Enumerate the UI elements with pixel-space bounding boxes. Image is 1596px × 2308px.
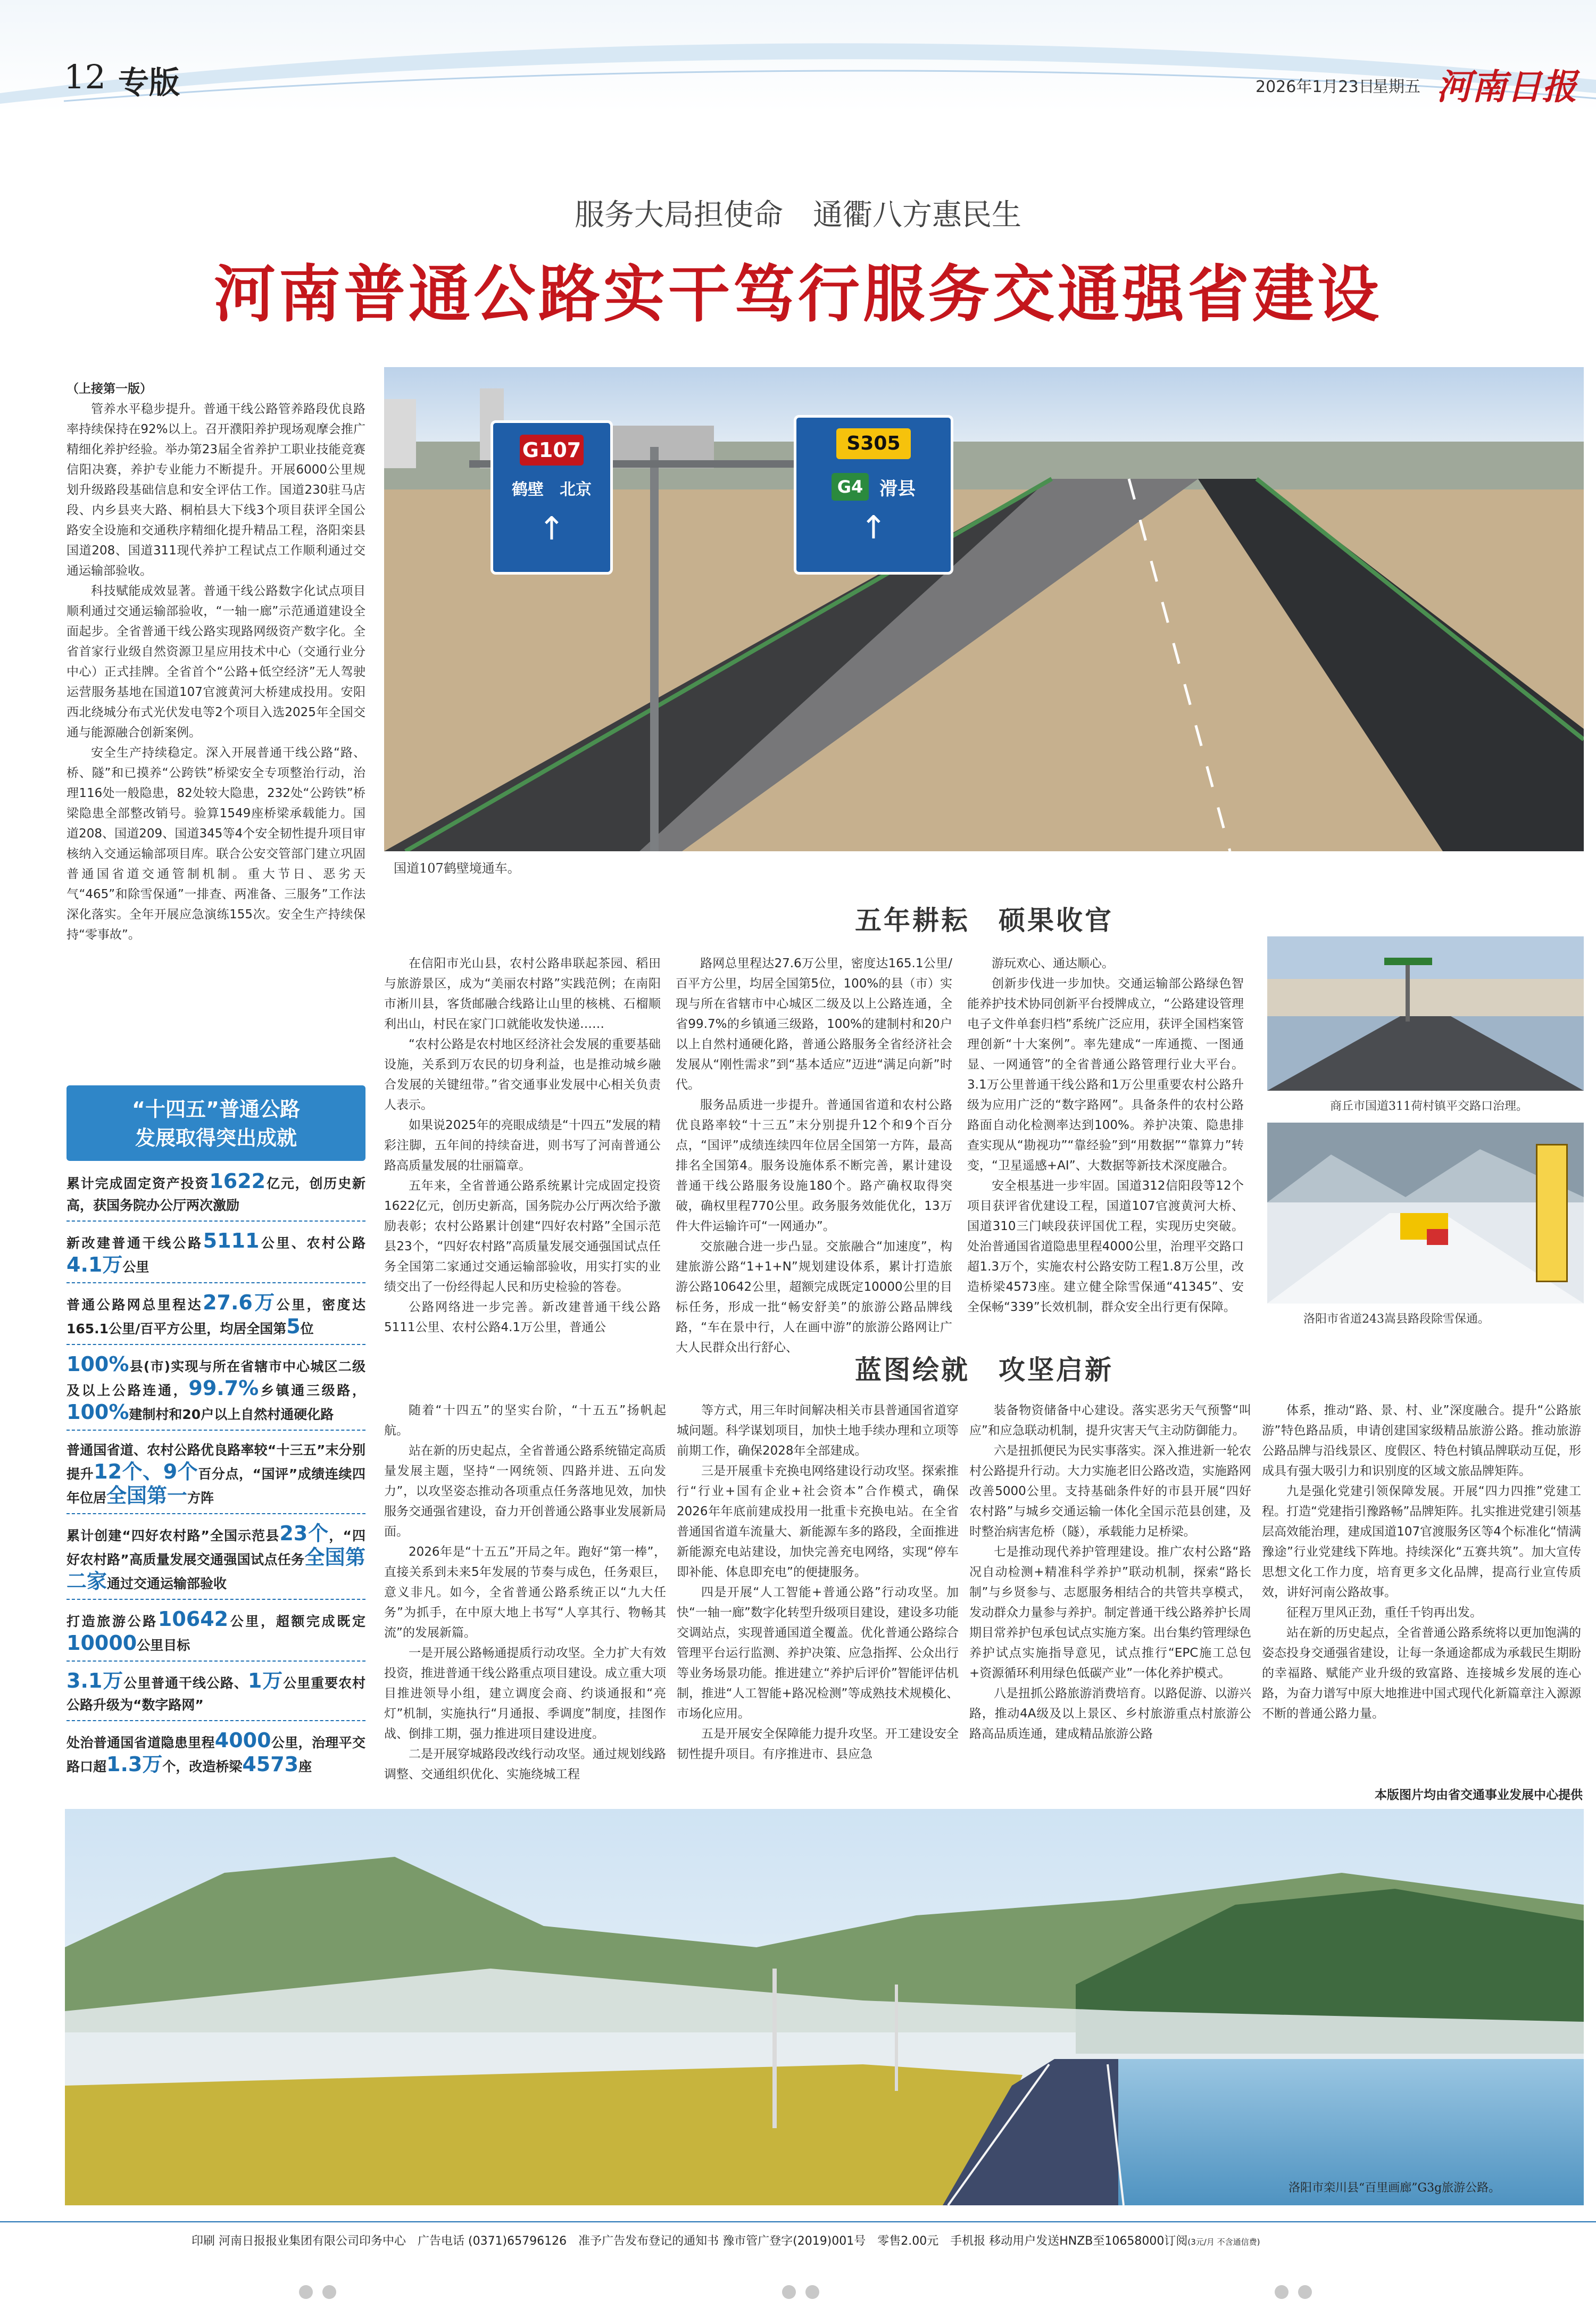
footer-dots	[0, 2285, 1596, 2306]
sidebar-title-line2: 发展取得突出成就	[135, 1126, 297, 1150]
section2-col-2: 等方式，用三年时间解决相关市县普通国省道穿城问题。科学谋划项目，加快土地手续办理和立项等前期工作，确保2028年全部建成。 三是开展重卡充换电网络建设行动攻坚。探索推行“行业+国有企业+社会资本”合作模式，确保2026年年底前建成投用一批重卡充换电站。在全省普通国省道车流量大、新能源车多的路段，全面推进新能源充电站建设，加快完善充电网络，实现“停车即补能、体息即充电”的便捷服务。 四是开展“人工智能+普通公路”行动攻坚。加快“一轴一廊”数字化转型升级项目建设，建设多功能交调站点，实现普通国道全覆盖。优化普通公路综合管理平台运行监测、养护决策、应急指挥、公众出行等业务场景功能。推进建立“养护后评价”智能评估机制，推进“人工智能+路况检测”等成熟技术规模化、市场化应用。 五是开展安全保障能力提升攻坚。开工建设安全韧性提升项目。有序推进市、县应急	[677, 1404, 959, 1761]
section2-col-3: 装备物资储备中心建设。落实恶劣天气预警“叫应”和应急联动机制，提升灾害天气主动防御能力。 六是扭抓便民为民实事落实。深入推进新一轮农村公路提升行动。大力实施老旧公路改造，实施路网改善5000公里。支持基础条件好的市县开展“四好农村路”与城乡交通运输一体化全国示范县创建，及时整治病害危桥（隧），承载能力足桥梁。 七是推动现代养护管理建设。推广农村公路“路况自动检测+精准科学养护”联动机制，探索“路长制”与乡贤参与、志愿服务相结合的共管共享模式，发动群众力量参与养护。制定普通干线公路养护长周期目常养护包承包试点实施方案。出台集约管理绿色养护试点实施指导意见，试点推行“EPC施工总包+资源循环利用绿色低碳产业”一体化养护模式。 八是扭抓公路旅游消费培育。以路促游、以游兴路，推动4A级及以上景区、乡村旅游重点村旅游公路高品质连通，建成精品旅游公路	[969, 1404, 1251, 1741]
footer-note: (3元/月 不含通信费)	[1187, 2237, 1260, 2247]
photo-highway	[384, 367, 1584, 851]
registration-dot	[299, 2285, 313, 2299]
arrow-up-icon: ↑	[538, 510, 566, 547]
section1-col-3: 游玩欢心、通达顺心。 创新步伐进一步加快。交通运输部公路绿色智能养护技术协同创新平台授牌成立，“公路建设管理电子文件单套归档”系统广泛应用，获评全国档案管理创新“十大案例”。率先建成“一库通揽、一图通显、一网通管”的全省普通公路管理行业大平台。3.1万公里普通干线公路和1万公里重要农村公路升级为应用广泛的“数字路网”。具备条件的农村公路路面自动化检测率达到100%。养护决策、隐患排查实现从“勘视功”“靠经验”到“用数据”“靠算力”转变，“卫星遥感+AI”、大数据等新技术深度融合。 安全根基进一步牢固。国道312信阳段等12个项目获评省优建设工程，国道107官渡黄河大桥、国道310三门峡段获评国优工程，实现历史突破。处治普通国省道隐患里程4000公里，治理平交路口超1.3万个，实施农村公路安防工程1.8万公里，改造桥梁4573座。建立健全除雪保通“41345”、安全保畅“339”长效机制，群众安全出行更有保障。	[967, 957, 1244, 1314]
intro-paragraph: 管养水平稳步提升。普通干线公路管养路段优良路率持续保持在92%以上。召开濮阳养护现场观摩会推广精细化养护经验。举办第23届全省养护工职业技能竞赛信阳决赛，养护专业能力不断提升。开展6000公里规划升级路段基础信息和安全评估工作。国道230驻马店段、内乡县夹大路、桐柏县大下线3个项目获评全国公路安全设施和交通秩序精细化提升精品工程，洛阳栾县国道208、国道311现代养护工程试点工作顺利通过交通运输部验收。	[66, 402, 365, 578]
photo-snow-caption: 洛阳市省道243嵩县路段除雪保通。	[1303, 1313, 1490, 1326]
scenic-sign	[1536, 1144, 1568, 1282]
sidebar-item: 打造旅游公路10642公里，超额完成既定10000公里目标	[66, 1608, 365, 1663]
weekday: 星期五	[1373, 78, 1420, 96]
photo-scenic-road	[65, 1809, 1584, 2205]
sign-blue	[794, 415, 953, 575]
sidebar-item: 处治普通国省道隐患里程4000公里，治理平交路口超1.3万个，改造桥梁4573座	[66, 1729, 365, 1776]
sidebar-item: 3.1万公里普通干线公路、1万公里重要农村公路升级为“数字路网”	[66, 1670, 365, 1722]
registration-dot	[1298, 2285, 1312, 2299]
footer-bar	[0, 2221, 1596, 2259]
sidebar-achievements	[66, 1085, 365, 1776]
registration-dot	[782, 2285, 796, 2299]
section1-col-2: 路网总里程达27.6万公里，密度达165.1公里/百平方公里，均居全国第5位，100%的县（市）实现与所在省辖市中心城区二级及以上公路连通，全省99.7%的乡镇通三级路，100%的建制村和20户以上自然村通硬化路，普通公路服务全省经济社会发展从“刚性需求”到“基本适应”迈进“满足向新”时代。 服务品质进一步提升。普通国省道和农村公路优良路率较“十三五”末分别提升12个和9个百分点，“国评”成绩连续四年位居全国第一方阵，最高排名全国第4。服务设施体系不断完善，累计建设普通干线公路服务设施180个。路产确权取得突破，确权里程770公里。政务服务效能优化，13万件大件运输许可“一网通办”。 交旅融合进一步凸显。交旅融合“加速度”，构建旅游公路“1+1+N”规划建设体系，累计打造旅游公路10642公里，超额完成既定10000公里的目标任务，形成一批“畅安舒美”的旅游公路品牌线路，“车在景中行，人在画中游”的旅游公路网让广大人民群众出行舒心、	[676, 957, 952, 1355]
section2-col-1: 随着“十四五”的坚实台阶，“十五五”扬帆起航。 站在新的历史起点，全省普通公路系统锚定高质量发展主题，坚持“一网统领、四路并进、五向发力”，以攻坚姿态推动各项重点任务落地见效，加快服务交通强省建设，奋力开创普通公路事业发展新局面。 2026年是“十五五”开局之年。跑好“第一棒”，直接关系到未来5年发展的节奏与成色，任务艰巨，意义非凡。如今，全省普通公路系统正以“九大任务”为抓手，在中原大地上书写“人享其行、物畅其流”的发展新篇。 一是开展公路畅通提质行动攻坚。全力扩大有效投资，推进普通干线公路重点项目建设。成立重大项目推进领导小组，建立调度会商、约谈通报和“亮灯”机制，实施执行“月通报、季调度”制度，挂图作战、倒排工期，强力推进项目建设进度。 二是开展穿城路段改线行动攻坚。通过规划线路调整、交通组织优化、实施绕城工程	[384, 1404, 666, 1781]
registration-dot	[805, 2285, 819, 2299]
headline-title: 河南普通公路实干笃行服务交通强省建设	[214, 259, 1382, 330]
section2-col-4: 体系，推动“路、景、村、业”深度融合。提升“公路旅游”特色路品质，申请创建国家级精品旅游公路。推动旅游公路品牌与沿线景区、度假区、特色村镇品牌联动互促，形成具有强大吸引力和识别度的区域文旅品牌矩阵。 九是强化党建引领保障发展。开展“四力四推”党建工程。打造“党建指引豫路畅”品牌矩阵。扎实推进党建引领基层高效能治理，建成国道107官渡服务区等4个标准化“情满豫途”行业党建线下阵地。持续深化“五赛共筑”。加大宣传思想文化工作力度，培育更多文化品牌，提高行业宣传质效，讲好河南公路故事。 征程万里风正劲，重任千钧再出发。 站在新的历史起点，全省普通公路系统将以更加饱满的姿态投身交通强省建设，让每一条通途都成为承载民生期盼的幸福路、赋能产业升级的致富路、连接城乡发展的连心路，为奋力谱写中原大地推进中国式现代化新篇章注入源源不断的普通公路力量。	[1262, 1404, 1581, 1721]
sidebar-item: 普通公路网总里程达27.6万公里，密度达165.1公里/百平方公里，均居全国第5位	[66, 1292, 365, 1346]
sign-g107-destination: 鹤壁 北京	[512, 480, 592, 499]
sidebar-item: 累计完成固定资产投资1622亿元，创历史新高，获国务院办公厅两次激励	[66, 1170, 365, 1223]
intro-paragraph: 安全生产持续稳定。深入开展普通干线公路“路、桥、隧”和已摸养“公跨铁”桥梁安全专项整治行动，治理116处一般隐患，82处较大隐患，232处“公跨铁”桥梁隐患全部整改销号。验算1549座桥梁承载能力。国道208、国道209、国道345等4个安全韧性提升项目审核纳入交通运输部项目库。联合公安交管部门建立巩固普通国省道交通管制机制。重大节日、恶劣天气“465”和除雪保通”一排查、两准备、三服务”工作法深化落实。全年开展应急演练155次。安全生产持续保持“零事故”。	[66, 746, 365, 942]
sign-g4-destination: 滑县	[879, 478, 916, 500]
sidebar-item: 100%县(市)实现与所在省辖市中心城区二级及以上公路连通，99.7%乡镇通三级路，100%建制村和20户以上自然村通硬化路	[66, 1354, 365, 1432]
continued-note: （上接第一版）	[66, 382, 152, 396]
intro-column	[66, 379, 365, 1077]
photo-highway-caption: 国道107鹤壁境通车。	[394, 861, 520, 876]
sidebar-item: 新改建普通干线公路5111公里、农村公路4.1万公里	[66, 1230, 365, 1284]
photo-snow-clearing	[1267, 1123, 1584, 1304]
sidebar-title-box	[66, 1085, 365, 1161]
sidebar-title-line1: “十四五”普通公路	[132, 1098, 300, 1121]
footer-imprint: 印刷 河南日报报业集团有限公司印务中心 广告电话 (0371)65796126 准予广告发布登记的通知书 豫市管广登字(2019)001号 零售2.00元 手机报 移动用户发送HNZB至10658000订阅(3元/月 不含通信费)	[192, 2235, 1260, 2248]
registration-dot	[322, 2285, 336, 2299]
section1-title: 五年耕耘 硕果收官	[855, 905, 1113, 936]
sign-s305-shield: S305	[836, 428, 911, 459]
page-section: 专版	[118, 64, 180, 101]
section2-title: 蓝图绘就 攻坚启新	[855, 1355, 1113, 1385]
photo-credit: 本版图片均由省交通事业发展中心提供	[1375, 1788, 1583, 1802]
sidebar-item: 普通国省道、农村公路优良路率较“十三五”末分别提升12个、9个百分点，“国评”成绩连续四年位居全国第一方阵	[66, 1439, 365, 1515]
photo-scenic-caption: 洛阳市栾川县“百里画廊”G3g旅游公路。	[1289, 2181, 1501, 2195]
issue-date: 2026年1月23日	[1256, 78, 1375, 96]
paper-logo: 河南日报	[1436, 66, 1577, 107]
sidebar-item: 累计创建“四好农村路”全国示范县23个，“四好农村路”高质量发展交通强国试点任务全国第二家通过交通运输部验收	[66, 1523, 365, 1601]
sign-green	[491, 420, 613, 575]
intro-paragraph: 科技赋能成效显著。普通干线公路数字化试点项目顺利通过交通运输部验收，“一轴一廊”示范通道建设全面起步。全省普通干线公路实现路网级资产数字化。全省首家行业级自然资源卫星应用技术中心（交通行业分中心）正式挂牌。全省首个“公路+低空经济”无人驾驶运营服务基地在国道107官渡黄河大桥建成投用。安阳西北绕城分布式光伏发电等2个项目入选2025年全国交通与能源融合创新案例。	[66, 584, 365, 740]
headline-kicker: 服务大局担使命 通衢八方惠民生	[575, 198, 1021, 233]
page-number: 12	[64, 57, 106, 96]
section1-col-1: 在信阳市光山县，农村公路串联起茶园、稻田与旅游景区，成为“美丽农村路”实践范例；在南阳市淅川县，客货邮融合线路让山里的核桃、石榴顺利出山，村民在家门口就能收发快递…… “农村公路是农村地区经济社会发展的重要基础设施，关系到万农民的切身利益，也是推动城乡融合发展的关键纽带。”省交通事业发展中心相关负责人表示。 如果说2025年的亮眼成绩是“十四五”发展的精彩注脚，五年间的持续奋进，则书写了河南普通公路高质量发展的壮丽篇章。 五年来，全省普通公路系统累计完成固定投资1622亿元，创历史新高，国务院办公厅两次给予激励表彰；农村公路累计创建“四好农村路”全国示范县23个，“四好农村路”高质量发展交通强国试点任务全国第二家通过交通运输部验收，用实打实的业绩交出了一份经得起人民和历史检验的答卷。 公路网络进一步完善。新改建普通干线公路5111公里、农村公路4.1万公里，普通公	[384, 957, 661, 1334]
photo-intersection-caption: 商丘市国道311荷村镇平交路口治理。	[1330, 1100, 1528, 1113]
registration-dot	[1275, 2285, 1289, 2299]
sign-g107-shield: G107	[520, 435, 584, 466]
header-bar	[0, 0, 1596, 112]
arrow-up-icon: ↑	[860, 509, 887, 546]
photo-intersection	[1267, 936, 1584, 1091]
sign-g4-shield: G4	[832, 473, 869, 501]
